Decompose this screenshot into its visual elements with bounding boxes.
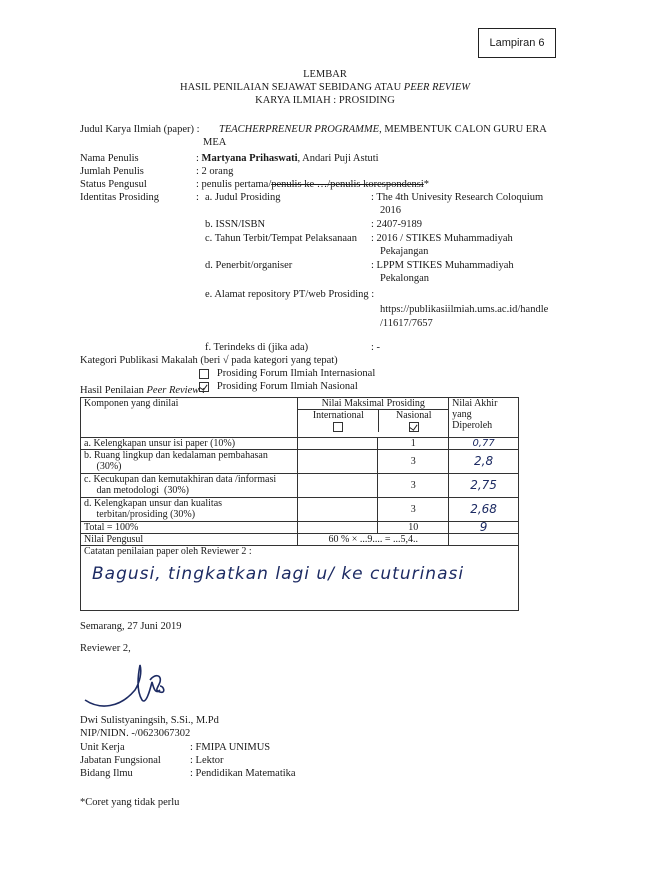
row-c-nasional: 3 [378,474,449,498]
row-a-nasional: 1 [378,438,449,450]
table-row [81,474,519,498]
row-b-line2: (30%) [84,461,122,472]
unit-kerja-label: Unit Kerja [80,742,125,753]
reviewer-nip: NIP/NIDN. -/0623067302 [80,728,191,739]
row-d-internasional [298,498,378,522]
identitas-b-text: 2407-9189 [376,219,423,230]
jumlah-penulis-value: : 2 orang [196,166,234,177]
table-header-row [81,398,519,438]
identitas-b-value: : 2407-9189 [371,219,423,230]
header-subcols [298,410,448,432]
identitas-f-value: : - [371,342,381,353]
hasil-c: : [199,385,205,396]
judul-value-line2: MEA [203,137,227,148]
identitas-e-label: e. Alamat repository PT/web Prosiding : [205,289,375,300]
identitas-d-value: : LPPM STIKES Muhammadiyah [371,260,514,271]
hasil-b: Peer Review [146,385,200,396]
footnote: *Coret yang tidak perlu [80,797,180,808]
status-text: penulis pertama/ [201,179,272,190]
judul-label: Judul Karya Ilmiah (paper) : [80,124,200,135]
nama-penulis-value: : Martyana Prihaswati, Andari Puji Astuti [196,153,379,164]
table-row [81,450,519,474]
jumlah-penulis-text: 2 orang [201,166,234,177]
row-c-akhir: 2,75 [449,474,519,498]
catatan-label: Catatan penilaian paper oleh Reviewer 2 : [84,546,252,557]
total-nasional: 10 [378,522,449,534]
status-pengusul-label: Status Pengusul [80,179,147,190]
row-b-akhir: 2,8 [449,450,519,474]
header-akhir-2: Diperoleh [452,420,493,431]
total-label: Total = 100% [81,522,298,534]
identitas-d-label: d. Penerbit/organiser [205,260,293,271]
judul-value [219,124,547,135]
penilaian-table [80,397,519,611]
identitas-a-value2: 2016 [380,205,401,216]
row-d-nasional: 3 [378,498,449,522]
title-line3: KARYA ILMIAH : PROSIDING [255,95,395,106]
kategori-opt2 [199,381,358,392]
header-komponen-text: Komponen yang dinilai [84,398,179,409]
identitas-e-value: https://publikasiilmiah.ums.ac.id/handle [380,304,549,315]
row-c-internasional [298,474,378,498]
bidang-value: : Pendidikan Matematika [190,768,296,779]
header-nasional-text: Nasional [395,410,432,421]
hasil-penilaian-label [80,385,205,396]
total-internasional [298,522,378,534]
jabatan-value: : Lektor [190,755,224,766]
identitas-d-value2: Pekalongan [380,273,429,284]
table-row-pengusul [81,534,519,546]
row-b-internasional [298,450,378,474]
lampiran-label: Lampiran 6 [478,28,556,58]
title-line1: LEMBAR [303,69,347,80]
identitas-a-text: The 4th Univesity Research Coloquium [376,192,544,203]
reviewer-label: Reviewer 2, [80,643,131,654]
row-d-akhir: 2,68 [449,498,519,522]
judul-rest: , MEMBENTUK CALON GURU ERA [379,124,547,135]
status-struck: penulis ke …/penulis korespondensi [271,179,424,190]
row-a-internasional [298,438,378,450]
penulis-utama: Martyana Prihaswati [201,153,298,164]
identitas-c-label: c. Tahun Terbit/Tempat Pelaksanaan [205,233,357,244]
header-internasional [298,410,379,432]
reviewer-nama: Dwi Sulistyaningsih, S.Si., M.Pd [80,715,219,726]
jabatan-label: Jabatan Fungsional [80,755,161,766]
kategori-internasional-checkbox[interactable] [199,369,209,379]
identitas-c-text: 2016 / STIKES Muhammadiyah [376,233,513,244]
kategori-opt1-label: Prosiding Forum Ilmiah Internasional [216,368,376,379]
title-peer-review: PEER REVIEW [403,82,470,93]
jumlah-penulis-label: Jumlah Penulis [80,166,144,177]
tempat-tanggal: Semarang, 27 Juni 2019 [80,621,182,632]
kategori-label: Kategori Publikasi Makalah (beri √ pada kategori yang tepat) [80,355,338,366]
identitas-d-text: LPPM STIKES Muhammadiyah [376,260,514,271]
internasional-checkbox[interactable] [333,422,343,432]
row-b-line1: b. Ruang lingkup dan kedalaman pembahasan [84,450,268,461]
identitas-c-value: : 2016 / STIKES Muhammadiyah [371,233,513,244]
row-a-komponen: a. Kelengkapan unsur isi paper (10%) [81,438,298,450]
bidang-label: Bidang Ilmu [80,768,133,779]
hasil-a: Hasil Penilaian [80,385,147,396]
header-akhir-1: Nilai Akhir yang [452,398,498,420]
row-a-akhir: 0,77 [449,438,519,450]
header-komponen [81,398,298,438]
catatan-handwritten: Bagusi, tingkatkan lagi u/ ke cuturinasi [92,564,465,584]
kategori-opt2-label: Prosiding Forum Ilmiah Nasional [216,381,358,392]
header-nilai-akhir [449,398,519,438]
row-d-komponen [81,498,298,522]
pengusul-label: Nilai Pengusul [81,534,298,546]
table-row [81,438,519,450]
nasional-checkbox[interactable] [409,422,419,432]
header-nilai-max [298,398,449,438]
total-akhir: 9 [449,522,519,534]
nama-penulis-label: Nama Penulis [80,153,139,164]
penulis-lain: , Andari Puji Astuti [297,153,379,164]
header-internasional-text: International [312,410,364,421]
status-tail: * [423,179,430,190]
judul-italic: TEACHERPRENEUR PROGRAMME [219,124,380,135]
identitas-colon: : [196,192,199,203]
identitas-b-label: b. ISSN/ISBN [205,219,266,230]
row-b-nasional: 3 [378,450,449,474]
kategori-opt1 [199,368,375,379]
identitas-c-value2: Pekajangan [380,246,429,257]
identitas-label: Identitas Prosiding [80,192,160,203]
signature-icon [80,660,190,715]
identitas-f-text: - [376,342,381,353]
table-row-catatan [81,546,519,611]
status-pengusul-value: : penulis pertama/penulis ke …/penulis korespondensi* [196,179,430,190]
catatan-cell [81,546,519,611]
row-d-line1: d. Kelengkapan unsur dan kualitas [84,498,223,509]
identitas-a-value: : The 4th Univesity Research Coloquium [371,192,544,203]
table-row-total [81,522,519,534]
row-c-line2: dan metodologi (30%) [84,485,189,496]
row-c-line1: c. Kecukupan dan kemutakhiran data /informasi [84,474,277,485]
unit-kerja-value: : FMIPA UNIMUS [190,742,271,753]
identitas-f-label: f. Terindeks di (jika ada) [205,342,309,353]
header-nasional [379,410,448,432]
row-d-line2: terbitan/prosiding (30%) [84,509,196,520]
row-b-komponen [81,450,298,474]
pengusul-akhir [449,534,519,546]
title-line2 [0,82,650,93]
row-c-komponen [81,474,298,498]
identitas-a-label: a. Judul Prosiding [205,192,281,203]
identitas-e-value2: /11617/7657 [380,318,433,329]
header-nilai-max-text: Nilai Maksimal Prosiding [298,398,448,410]
pengusul-value: 60 % × ...9.... = ...5,4.. [298,534,449,546]
table-row [81,498,519,522]
title-line2-text: HASIL PENILAIAN SEJAWAT SEBIDANG ATAU [180,82,404,93]
